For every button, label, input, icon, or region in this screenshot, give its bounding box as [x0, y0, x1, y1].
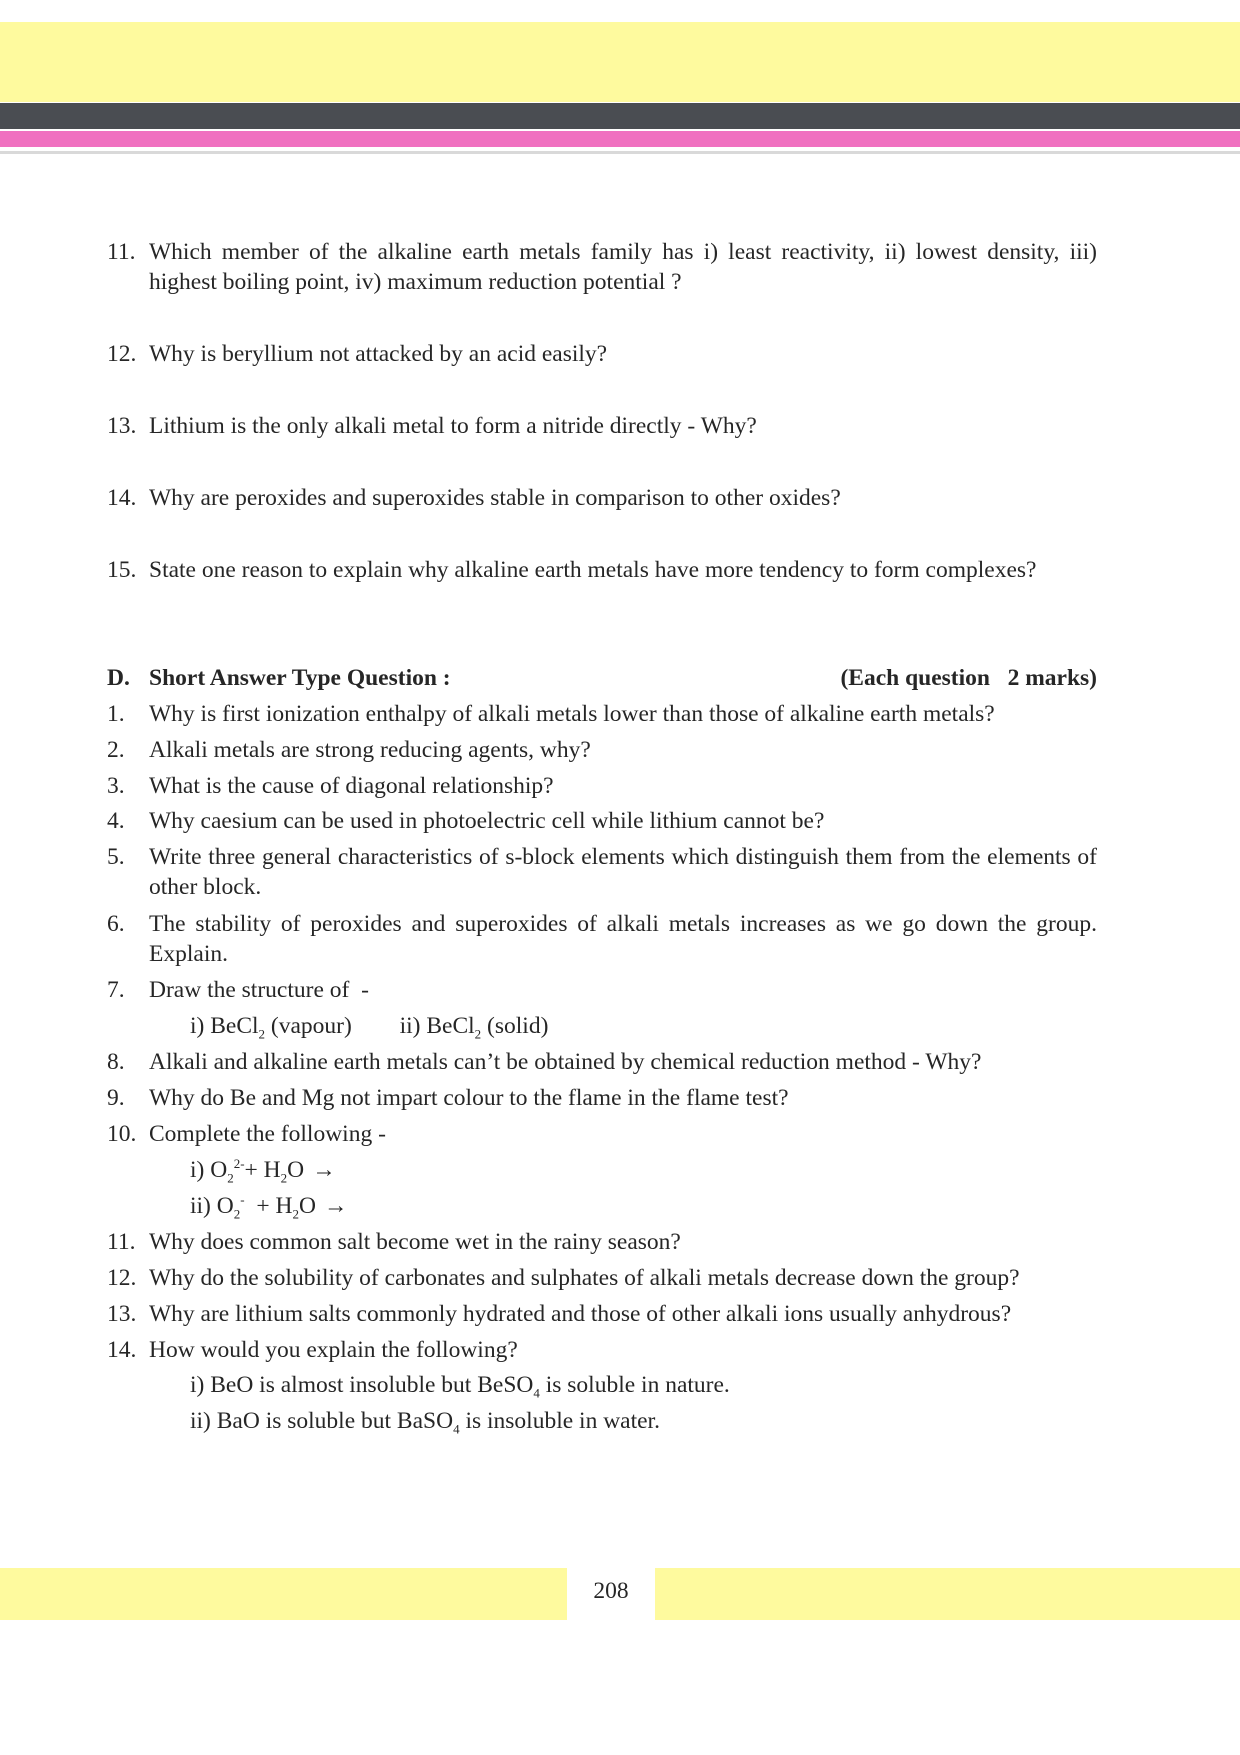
footer-yellow-band-left — [0, 1568, 567, 1620]
question-number: 7. — [107, 977, 125, 1003]
header-yellow-band — [0, 22, 1240, 102]
question-number: 11. — [107, 239, 136, 265]
question-text: Why do Be and Mg not impart colour to the flame in the flame test? — [149, 1085, 789, 1111]
question-item — [107, 483, 1097, 513]
question-text: State one reason to explain why alkaline earth metals have more tendency to form complexes? — [149, 557, 1037, 583]
question-text: Alkali and alkaline earth metals can’t be obtained by chemical reduction method - Why? — [149, 1049, 982, 1075]
arrow-icon: → — [312, 1157, 336, 1183]
question-item — [107, 806, 1097, 836]
question-text: Why are lithium salts commonly hydrated and those of other alkali ions usually anhydrous? — [149, 1301, 1012, 1327]
section-marks: (Each question 2 marks) — [840, 665, 1097, 691]
question-text: What is the cause of diagonal relationship? — [149, 773, 554, 799]
question-number: 4. — [107, 808, 125, 834]
question-item — [107, 1047, 1097, 1077]
question-item — [107, 975, 1097, 1005]
question-item — [107, 842, 1097, 902]
question-text: Why caesium can be used in photoelectric cell while lithium cannot be? — [149, 808, 825, 834]
question-number: 2. — [107, 737, 125, 763]
question-item — [107, 1119, 1097, 1149]
header-pink-band — [0, 129, 1240, 149]
question-number: 14. — [107, 485, 137, 511]
question-text: Lithium is the only alkali metal to form a nitride directly - Why? — [149, 413, 757, 439]
section-letter: D. — [107, 665, 130, 691]
question-number: 14. — [107, 1337, 137, 1363]
header-grey-rule — [0, 151, 1240, 154]
question-number: 9. — [107, 1085, 125, 1111]
question-number: 12. — [107, 341, 137, 367]
question-item — [107, 339, 1097, 369]
page-number: 208 — [593, 1578, 629, 1604]
question-item — [107, 1335, 1097, 1365]
question-text: Which member of the alkaline earth metals family has i) least reactivity, ii) lowest density, iii) highest boiling point, iv) maximum reduction potential ? — [149, 239, 1097, 295]
question-number: 10. — [107, 1121, 137, 1147]
question-item — [107, 735, 1097, 765]
footer-yellow-band-right — [655, 1568, 1240, 1620]
question-text: How would you explain the following? — [149, 1337, 518, 1363]
question-text: Write three general characteristics of s-block elements which distinguish them from the elements of other block. — [149, 844, 1097, 900]
question-text: Why is beryllium not attacked by an acid easily? — [149, 341, 608, 367]
question-item — [107, 909, 1097, 969]
question-text: Draw the structure of - — [149, 977, 369, 1003]
question-number: 1. — [107, 701, 125, 727]
question-text: Why is first ionization enthalpy of alkali metals lower than those of alkaline earth metals? — [149, 701, 995, 727]
q7-part1: i) BeCl$_2$ (vapour) — [190, 1013, 352, 1042]
question-number: 15. — [107, 557, 137, 583]
question-number: 12. — [107, 1265, 137, 1291]
question-number: 11. — [107, 1229, 136, 1255]
arrow-icon: → — [323, 1193, 348, 1219]
question-number: 3. — [107, 773, 125, 799]
question-text: Why are peroxides and superoxides stable in comparison to other oxides? — [149, 485, 841, 511]
question-item — [107, 771, 1097, 801]
header-dark-band — [0, 103, 1240, 129]
question-item — [107, 1263, 1097, 1293]
question-text: Complete the following - — [149, 1121, 386, 1147]
q14-part1: i) BeO is almost insoluble but BeSO$_4$ is soluble in nature. — [190, 1372, 730, 1401]
question-item — [107, 1083, 1097, 1113]
question-item — [107, 1227, 1097, 1257]
question-item — [107, 555, 1097, 585]
question-number: 6. — [107, 911, 125, 937]
question-item — [107, 699, 1097, 729]
question-text: Why does common salt become wet in the rainy season? — [149, 1229, 681, 1255]
q10-part2: ii) $O_2^- + H_2O$ → — [190, 1192, 348, 1222]
question-number: 13. — [107, 1301, 137, 1327]
question-item — [107, 237, 1097, 297]
question-text: Why do the solubility of carbonates and sulphates of alkali metals decrease down the group? — [149, 1265, 1020, 1291]
question-text: Alkali metals are strong reducing agents, why? — [149, 737, 591, 763]
question-number: 8. — [107, 1049, 125, 1075]
question-item — [107, 411, 1097, 441]
question-item — [107, 1299, 1097, 1329]
q7-part2: ii) BeCl$_2$ (solid) — [399, 1013, 549, 1042]
section-title: Short Answer Type Question : — [149, 665, 451, 691]
q10-part1: i) $O_2^{2-}+ H_2O$ → — [190, 1156, 336, 1186]
section-heading — [107, 663, 1097, 693]
q7-parts — [190, 1011, 548, 1041]
question-text: The stability of peroxides and superoxides of alkali metals increases as we go down the group. Explain. — [149, 911, 1097, 967]
question-number: 13. — [107, 413, 137, 439]
q14-part2: ii) BaO is soluble but BaSO$_4$ is insoluble in water. — [190, 1408, 660, 1437]
question-number: 5. — [107, 844, 125, 870]
